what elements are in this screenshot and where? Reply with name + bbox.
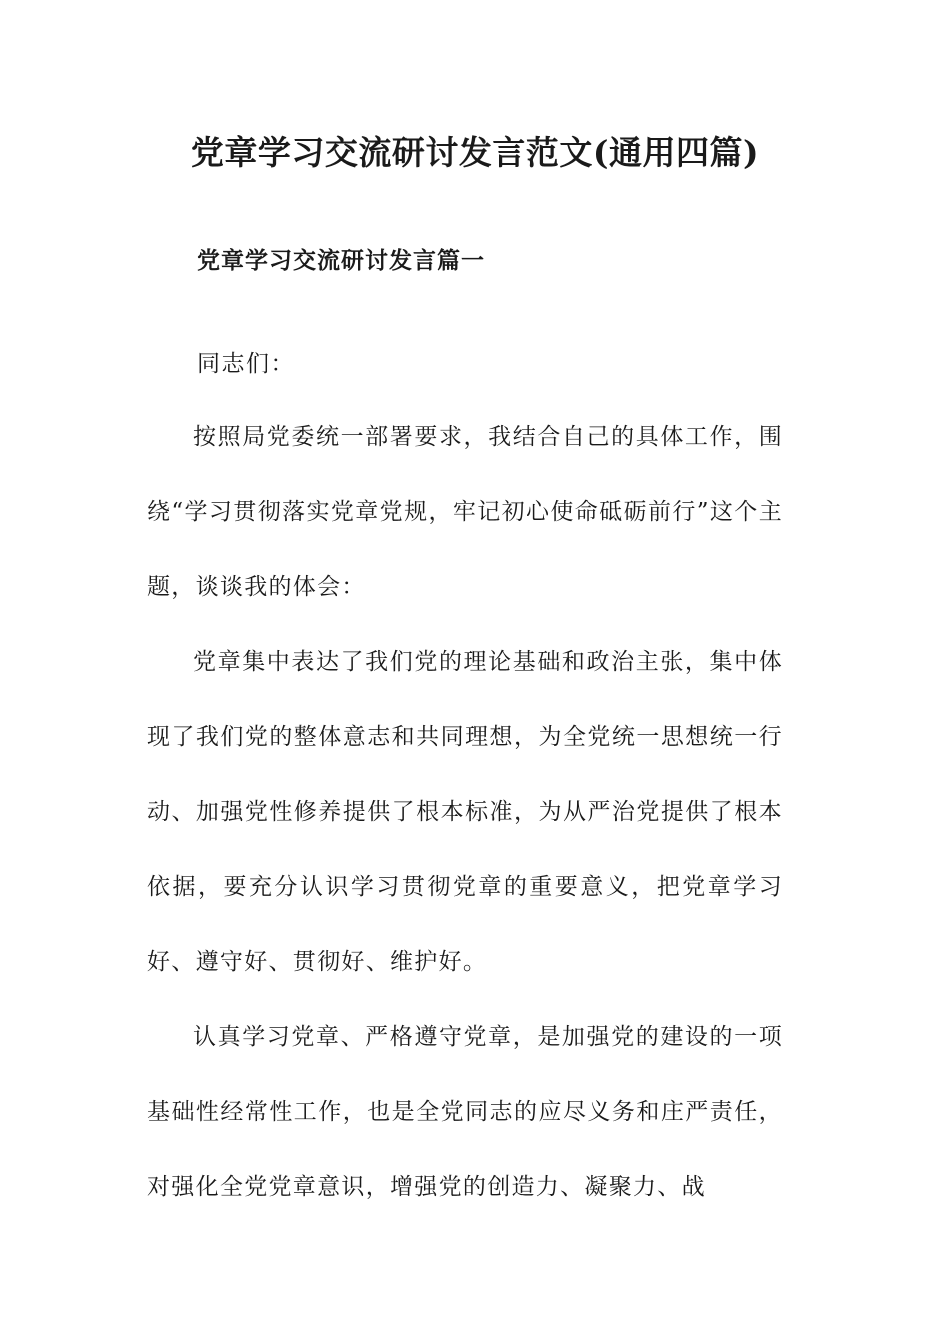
document-body [147,400,783,1225]
section-heading: 党章学习交流研讨发言篇一 [197,247,485,274]
salutation: 同志们： [197,351,295,377]
paragraph-1: 按照局党委统一部署要求，我结合自己的具体工作，围绕“学习贯彻落实党章党规，牢记初心使命砥砺前行”这个主题，谈谈我的体会： [147,424,783,600]
paragraph-2: 党章集中表达了我们党的理论基础和政治主张，集中体现了我们党的整体意志和共同理想，为全党统一思想统一行动、加强党性修养提供了根本标准，为从严治党提供了根本依据，要充分认识学习贯彻党章的重要意义，把党章学习好、遵守好、贯彻好、维护好。 [147,649,783,975]
document-title: 党章学习交流研讨发言范文(通用四篇) [190,133,760,172]
paragraph-3: 认真学习党章、严格遵守党章，是加强党的建设的一项基础性经常性工作，也是全党同志的应尽义务和庄严责任，对强化全党党章意识，增强党的创造力、凝聚力、战 [147,1024,783,1200]
